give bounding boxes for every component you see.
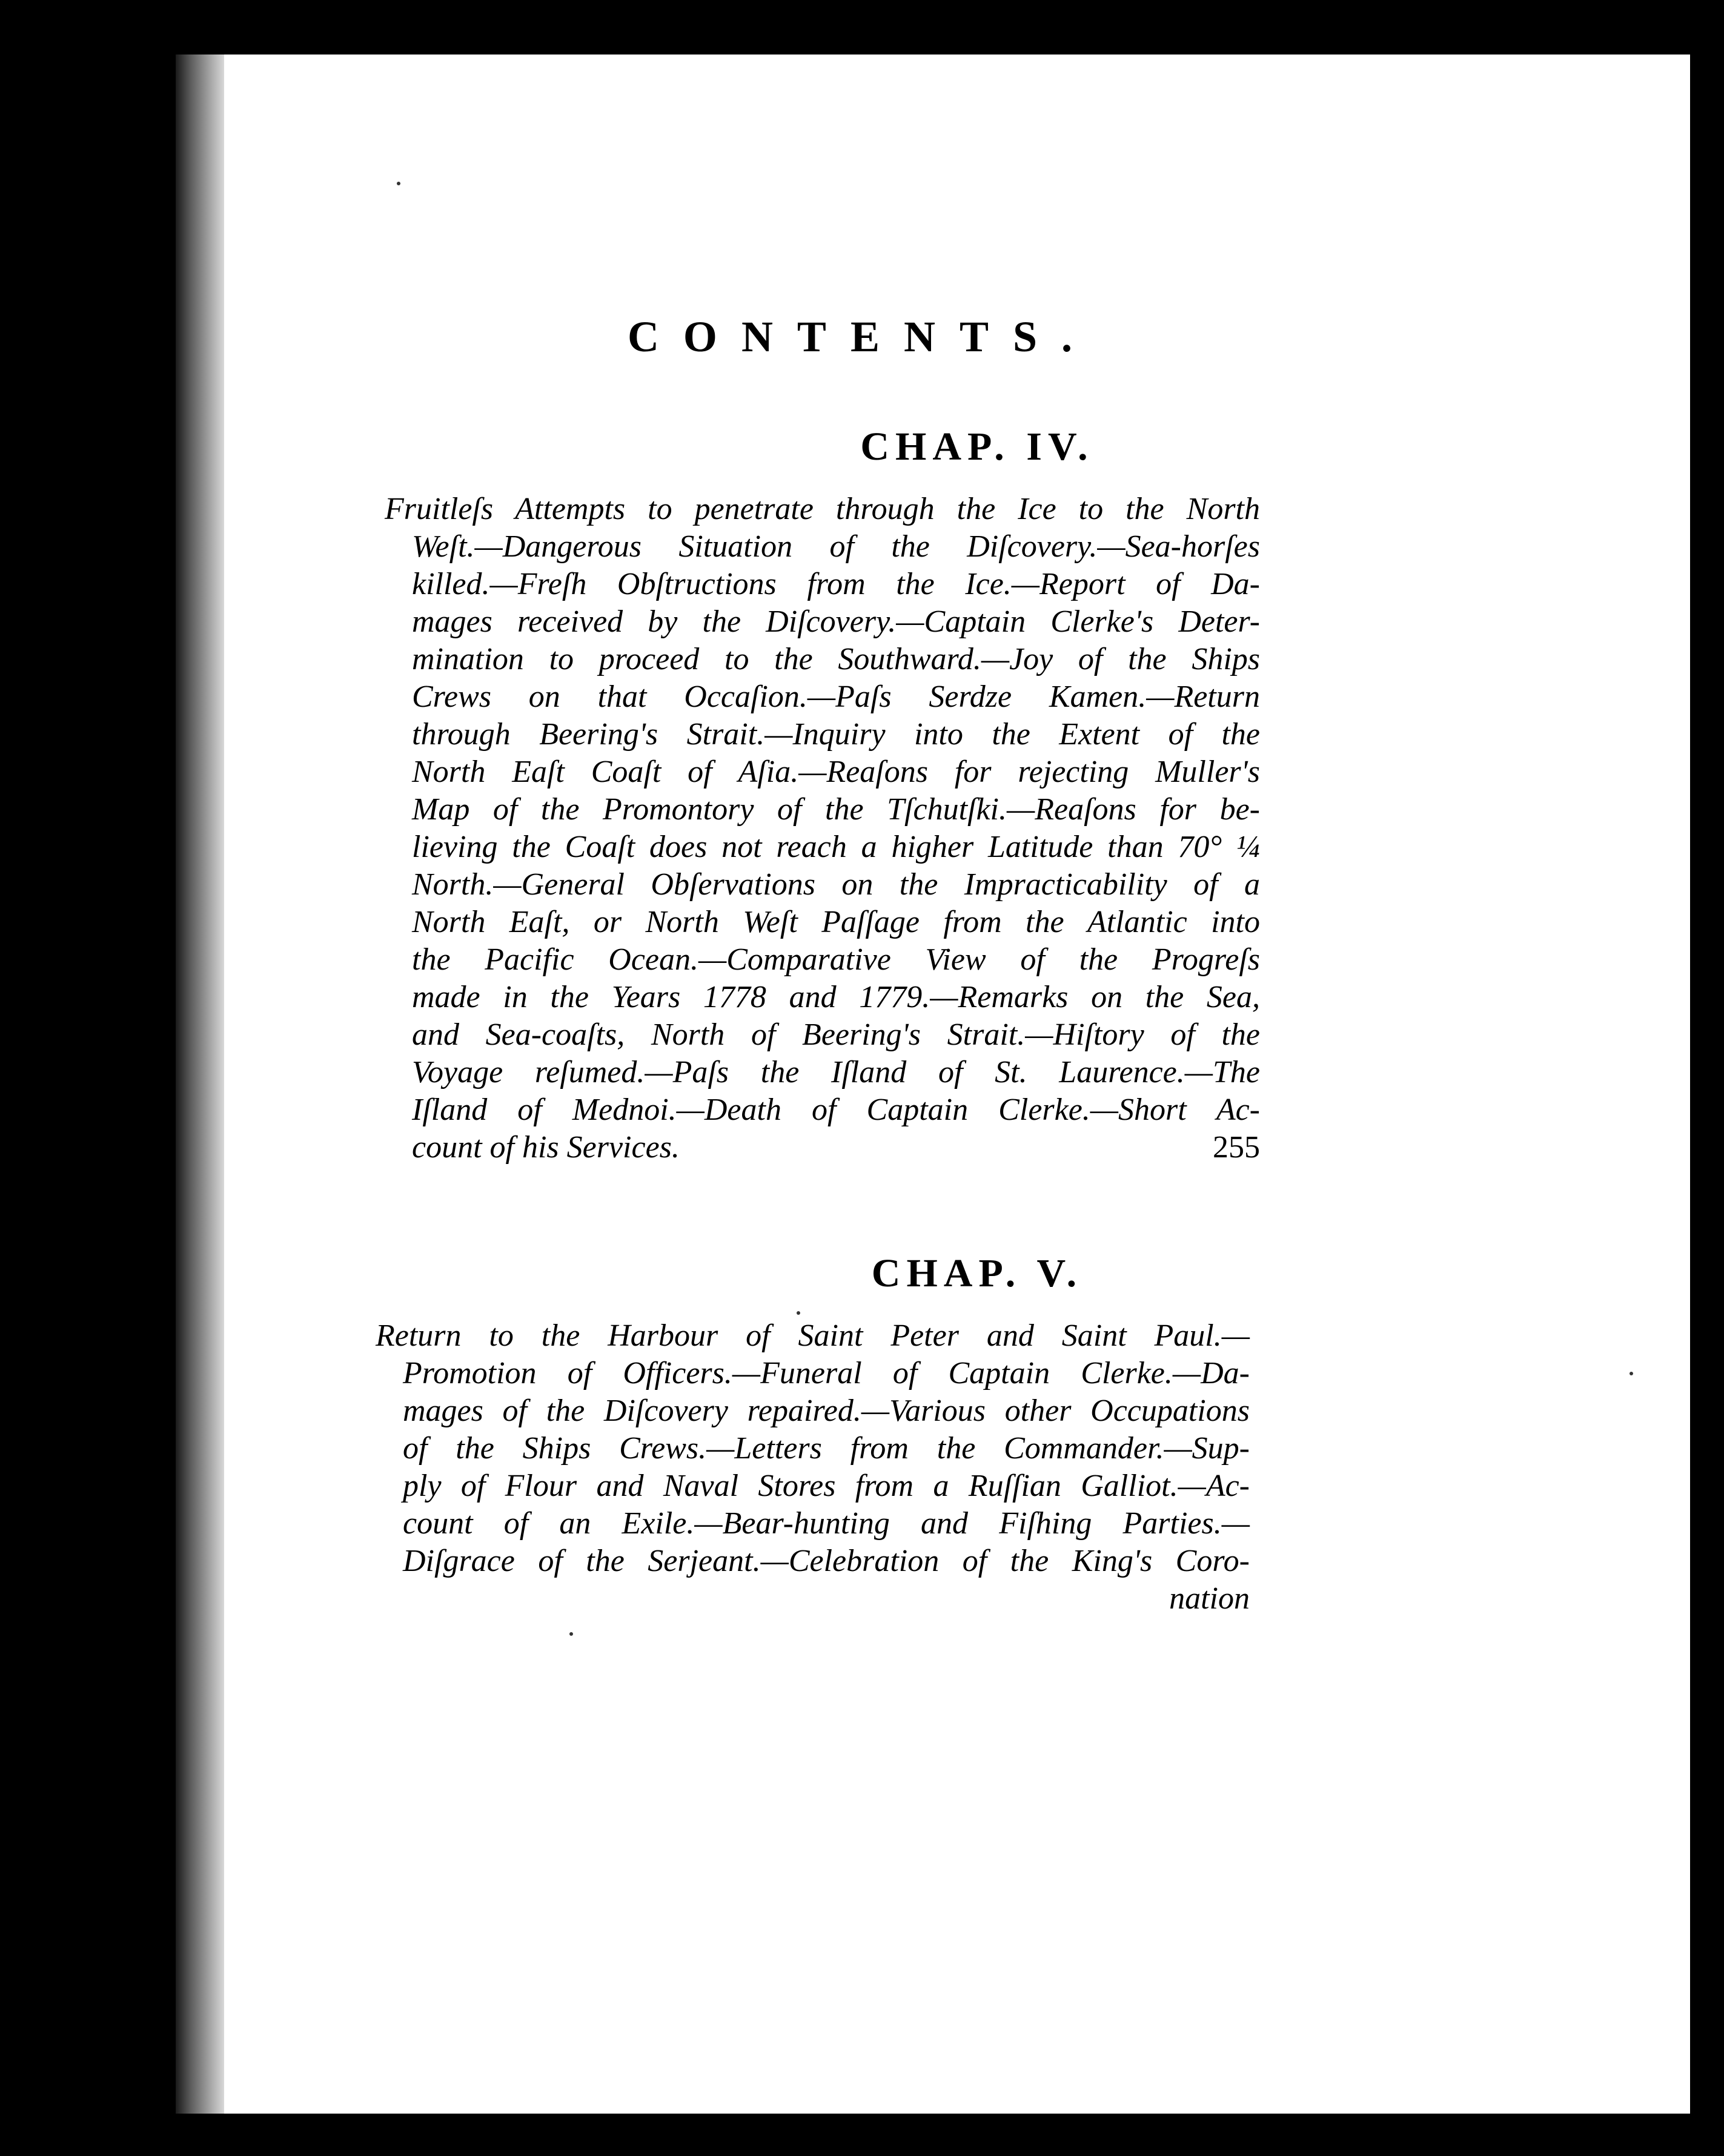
summary-line: mination to proceed to the Southward.—Joy of the Ships — [412, 642, 1260, 676]
summary-line: Return to the Harbour of Saint Peter and Saint Paul.— — [376, 1318, 1250, 1353]
summary-line: count of an Exile.—Bear-hunting and Fiſhing Parties.— — [403, 1506, 1250, 1541]
summary-line: mages received by the Diſcovery.—Captain Clerke's Deter- — [412, 604, 1260, 639]
summary-line: Voyage reſumed.—Paſs the Iſland of St. Laurence.—The — [412, 1055, 1260, 1090]
summary-line: the Pacific Ocean.—Comparative View of the Progreſs — [412, 942, 1260, 977]
summary-line: Fruitleſs Attempts to penetrate through the Ice to the North — [385, 492, 1260, 526]
summary-line: Promotion of Officers.—Funeral of Captain Clerke.—Da- — [403, 1356, 1250, 1390]
summary-line: Diſgrace of the Serjeant.—Celebration of the King's Coro- — [403, 1544, 1250, 1578]
summary-last-line — [412, 1129, 1260, 1166]
summary-line: made in the Years 1778 and 1779.—Remarks on the Sea, — [412, 980, 1260, 1014]
summary-line: mages of the Diſcovery repaired.—Various other Occupations — [403, 1394, 1250, 1428]
chapter-4-summary — [385, 491, 1260, 1166]
chapter-5-summary — [376, 1317, 1250, 1618]
summary-line: and Sea-coaſts, North of Beering's Strait.—Hiſtory of the — [412, 1017, 1260, 1052]
summary-line: count of his Services. — [412, 1130, 680, 1165]
page-number: 255 — [1213, 1130, 1260, 1165]
paper-speck — [797, 1311, 800, 1315]
chapter-5-heading: CHAP. V. — [871, 1251, 1083, 1295]
chapter-4-heading: CHAP. IV. — [860, 425, 1094, 469]
spine-shadow — [176, 55, 224, 2114]
paper-speck — [397, 182, 400, 185]
contents-title: CONTENTS. — [627, 312, 1097, 361]
summary-line: ply of Flour and Naval Stores from a Ruſſian Galliot.—Ac- — [403, 1469, 1250, 1503]
summary-line: through Beering's Strait.—Inquiry into the Extent of the — [412, 717, 1260, 752]
catchword: nation — [1169, 1581, 1250, 1616]
summary-line: Map of the Promontory of the Tſchutſki.—Reaſons for be- — [412, 792, 1260, 827]
summary-line: North Eaſt, or North Weſt Paſſage from the Atlantic into — [412, 905, 1260, 939]
summary-line: Crews on that Occaſion.—Paſs Serdze Kamen.—Return — [412, 680, 1260, 714]
summary-line: North.—General Obſervations on the Impracticability of a — [412, 867, 1260, 902]
paper-speck — [569, 1632, 573, 1636]
summary-line: killed.—Freſh Obſtructions from the Ice.—Report of Da- — [412, 567, 1260, 601]
summary-line: lieving the Coaſt does not reach a higher Latitude than 70° ¼ — [412, 830, 1260, 864]
summary-line: Weſt.—Dangerous Situation of the Diſcovery.—Sea-horſes — [412, 529, 1260, 564]
summary-line: North Eaſt Coaſt of Aſia.—Reaſons for rejecting Muller's — [412, 755, 1260, 789]
summary-line: Iſland of Mednoi.—Death of Captain Clerke.—Short Ac- — [412, 1093, 1260, 1127]
summary-line: of the Ships Crews.—Letters from the Commander.—Sup- — [403, 1431, 1250, 1466]
paper-speck — [1630, 1372, 1633, 1375]
